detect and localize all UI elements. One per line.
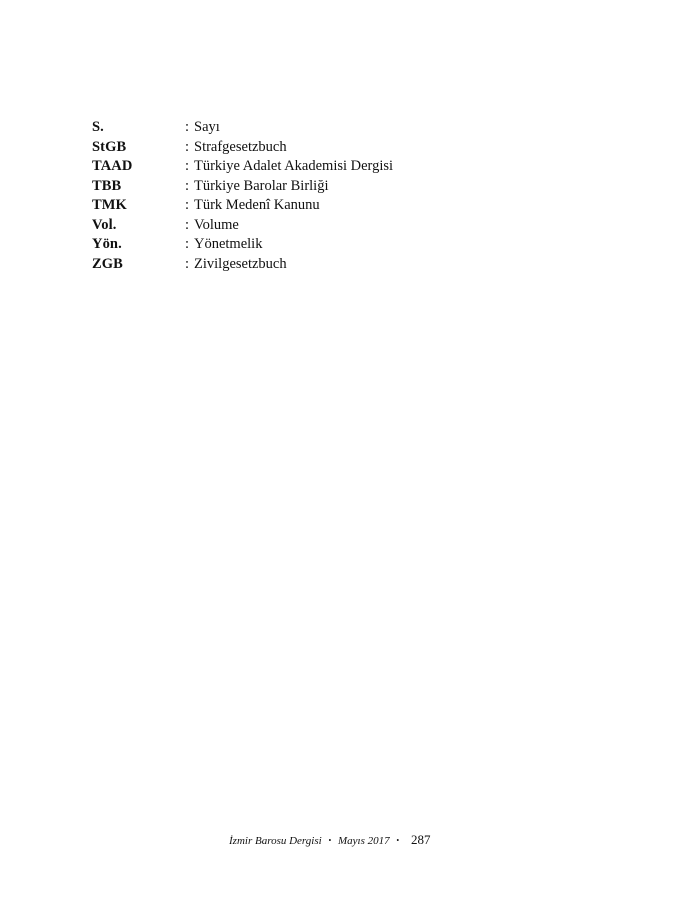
abbreviation: StGB xyxy=(92,138,127,155)
abbreviation-row xyxy=(92,118,452,138)
page-footer xyxy=(229,832,430,850)
abbreviation: Yön. xyxy=(92,236,122,252)
abbreviation-meaning: Türkiye Adalet Akademisi Dergisi xyxy=(194,158,394,174)
abbreviation-meaning: Zivilgesetzbuch xyxy=(194,255,287,272)
separator: : xyxy=(185,197,190,213)
abbreviation-list xyxy=(92,118,452,274)
separator: : xyxy=(185,138,190,155)
separator: : xyxy=(185,158,190,174)
abbreviation: ZGB xyxy=(92,255,123,272)
abbreviation-row xyxy=(92,235,452,255)
separator: : xyxy=(185,236,190,252)
abbreviation-row xyxy=(92,138,452,158)
abbreviation-meaning: Strafgesetzbuch xyxy=(194,138,287,155)
abbreviation-row xyxy=(92,196,452,216)
abbreviation-meaning: Volume xyxy=(194,216,239,233)
bullet-separator: • xyxy=(328,836,332,845)
abbreviation: S. xyxy=(92,119,104,135)
separator: : xyxy=(185,177,190,194)
abbreviation-row xyxy=(92,177,452,197)
abbreviation-meaning: Türk Medenî Kanunu xyxy=(194,197,320,213)
abbreviation-meaning: Türkiye Barolar Birliği xyxy=(194,177,329,194)
abbreviation-row xyxy=(92,157,452,177)
abbreviation-row xyxy=(92,255,452,275)
separator: : xyxy=(185,119,190,135)
abbreviation-meaning: Sayı xyxy=(194,119,220,135)
separator: : xyxy=(185,216,190,233)
abbreviation: TBB xyxy=(92,177,122,194)
abbreviation: TMK xyxy=(92,197,127,213)
issue-date: Mayıs 2017 xyxy=(338,835,390,847)
separator: : xyxy=(185,255,190,272)
bullet-separator: • xyxy=(396,836,400,845)
page-number: 287 xyxy=(410,832,431,847)
abbreviation-meaning: Yönetmelik xyxy=(194,236,263,252)
abbreviation: Vol. xyxy=(92,216,117,233)
journal-title: İzmir Barosu Dergisi xyxy=(229,835,322,847)
abbreviation: TAAD xyxy=(92,158,133,174)
abbreviation-row xyxy=(92,216,452,236)
